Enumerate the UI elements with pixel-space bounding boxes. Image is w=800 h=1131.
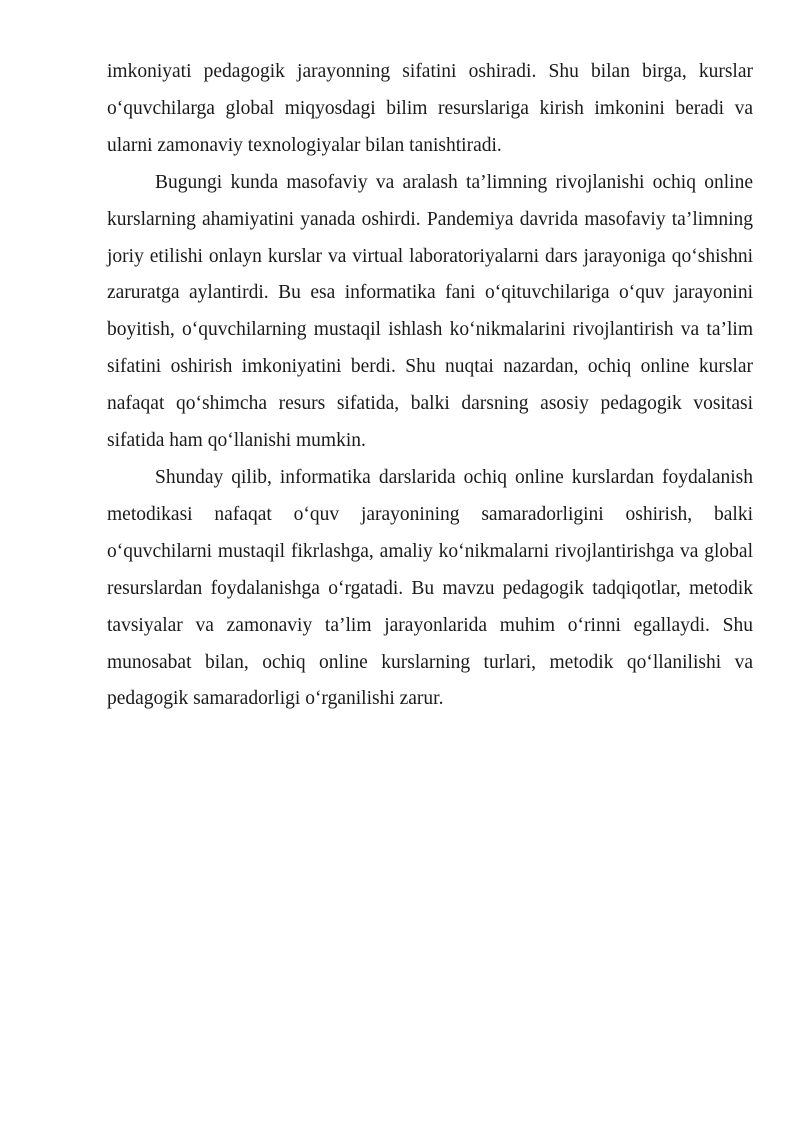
body-text [107, 54, 753, 718]
paragraph-distance-learning: Bugungi kunda masofaviy va aralash ta’limning rivojlanishi ochiq online kurslarning ahamiyatini yanada oshirdi. Pandemiya davrida masofaviy ta’limning joriy etilishi onlayn kurslar va virtual laboratoriyalarni dars jarayoniga qo‘shishni zaruratga aylantirdi. Bu esa informatika fani o‘qituvchilariga o‘quv jarayonini boyitish, o‘quvchilarning mustaqil ishlash ko‘nikmalarini rivojlantirish va ta’lim sifatini oshirish imkoniyatini berdi. Shu nuqtai nazardan, ochiq online kurslar nafaqat qo‘shimcha resurs sifatida, balki darsning asosiy pedagogik vositasi sifatida ham qo‘llanishi mumkin. [107, 171, 753, 452]
paragraph-continuation: imkoniyati pedagogik jarayonning sifatini oshiradi. Shu bilan birga, kurslar o‘quvchilarga global miqyosdagi bilim resurslariga kirish imkonini beradi va ularni zamonaviy texnologiyalar bilan tanishtiradi. [107, 61, 753, 156]
paragraph-conclusion: Shunday qilib, informatika darslarida ochiq online kurslardan foydalanish metodikasi nafaqat o‘quv jarayonining samaradorligini oshirish, balki o‘quvchilarni mustaqil fikrlashga, amaliy ko‘nikmalarni rivojlantirishga va global resurslardan foydalanishga o‘rgatadi. Bu mavzu pedagogik tadqiqotlar, metodik tavsiyalar va zamonaviy ta’lim jarayonlarida muhim o‘rinni egallaydi. Shu munosabat bilan, ochiq online kurslarning turlari, metodik qo‘llanilishi va pedagogik samaradorligi o‘rganilishi zarur. [107, 466, 753, 710]
